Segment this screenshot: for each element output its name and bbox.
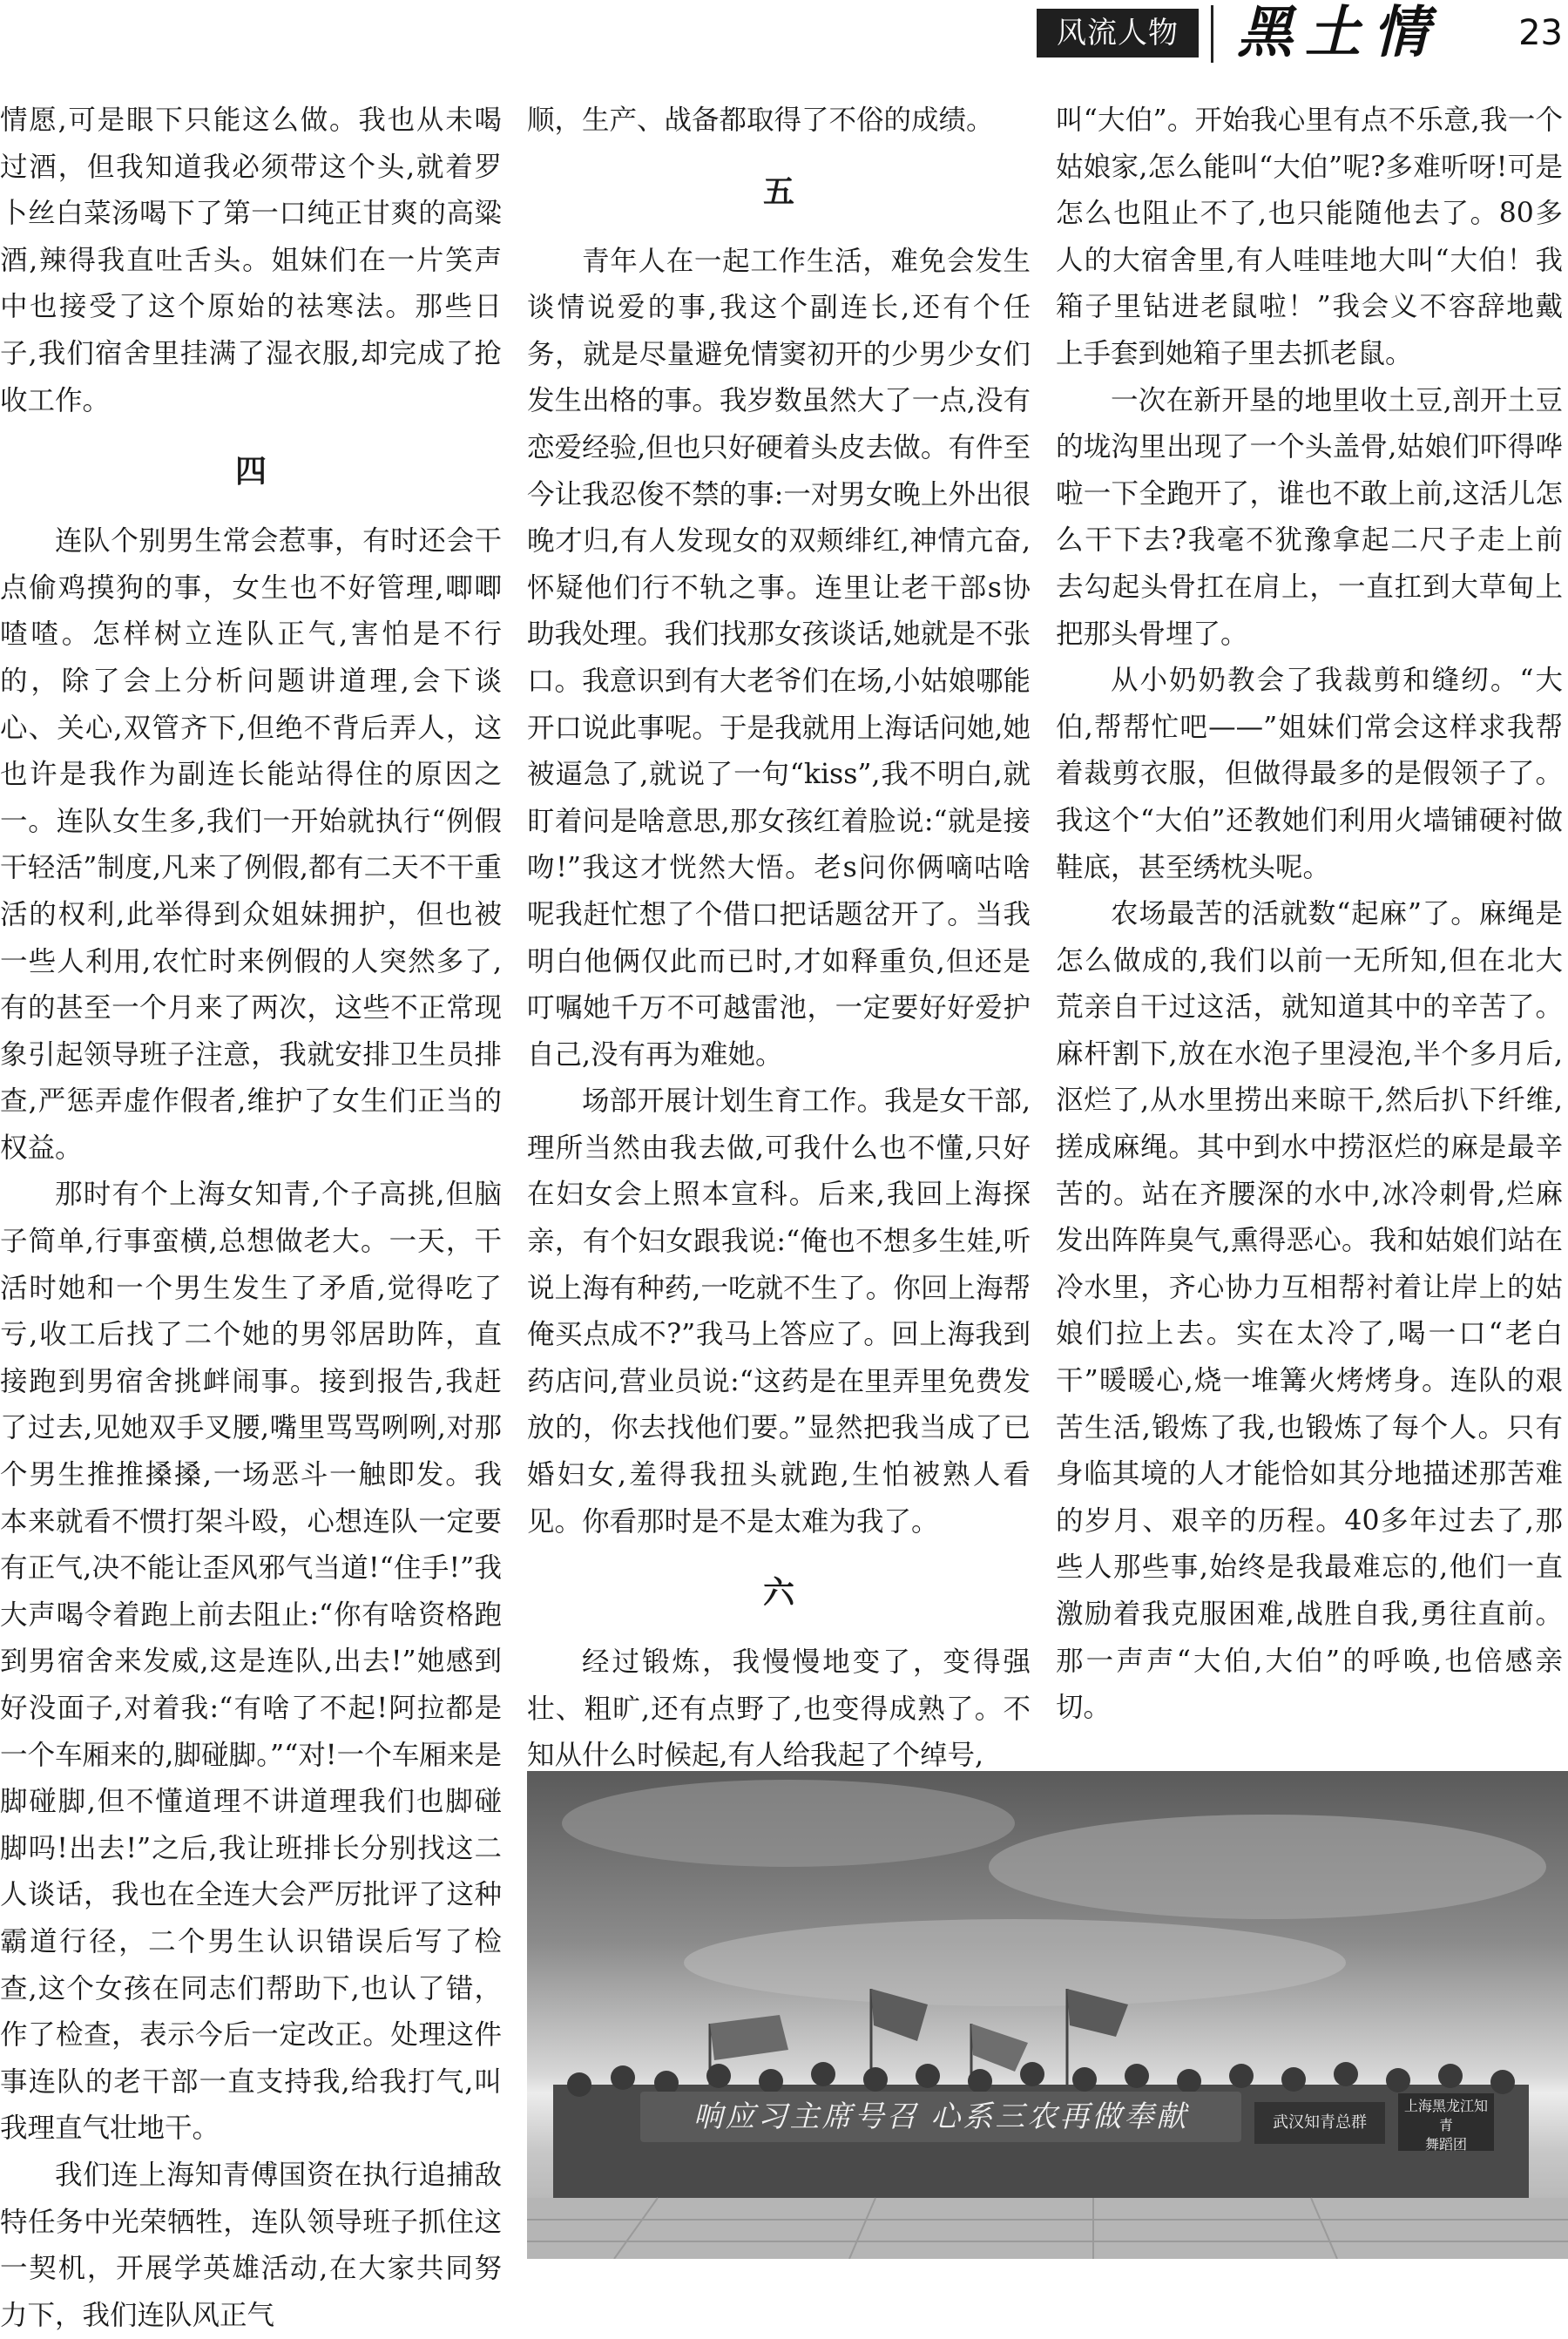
section-heading: 四 bbox=[234, 453, 267, 490]
text-column-3 bbox=[1056, 98, 1563, 1732]
section-tag: 风流人物 bbox=[1037, 9, 1199, 57]
paragraph: 从小奶奶教会了我裁剪和缝纫。“大伯,帮帮忙吧——”姐妹们常会这样求我帮着裁剪衣服，但做得最多的是假领子了。我这个“大伯”还教她们利用火墙铺硬衬做鞋底，甚至绣枕头呢。 bbox=[1056, 665, 1563, 883]
paragraph: 连队个别男生常会惹事，有时还会干点偷鸡摸狗的事，女生也不好管理,唧唧喳喳。怎样树立连队正气,害怕是不行的，除了会上分析问题讲道理,会下谈心、关心,双管齐下,但绝不背后弄人，这也许是我作为副连长能站得住的原因之一。连队女生多,我们一开始就执行“例假干轻活”制度,凡来了例假,都有二天不干重活的权利,此举得到众姐妹拥护，但也被一些人利用,农忙时来例假的人突然多了,有的甚至一个月来了两次，这些不正常现象引起领导班子注意，我就安排卫生员排查,严惩弄虚作假者,维护了女生们正当的权益。 bbox=[0, 525, 502, 1164]
text-column-1 bbox=[0, 98, 502, 2339]
page-number: 23 bbox=[1518, 13, 1563, 53]
paragraph: 情愿,可是眼下只能这么做。我也从未喝过酒，但我知道我必须带这个头,就着罗卜丝白菜汤喝下了第一口纯正甘爽的高粱酒,辣得我直吐舌头。姐妹们在一片笑声中也接受了这个原始的祛寒法。那些日子,我们宿舍里挂满了湿衣服,却完成了抢收工作。 bbox=[0, 105, 502, 416]
troupe-banner-line: 上海黑龙江知青 bbox=[1403, 2098, 1488, 2133]
magazine-name: 黑土情 bbox=[1237, 0, 1441, 65]
paragraph: 那时有个上海女知青,个子高挑,但脑子简单,行事蛮横,总想做老大。一天，干活时她和一个男生发生了矛盾,觉得吃了亏,收工后找了二个她的男邻居助阵，直接跑到男宿舍挑衅闹事。接到报告,我赶了过去,见她双手叉腰,嘴里骂骂咧咧,对那个男生推推搡搡,一场恶斗一触即发。我本来就看不惯打架斗殴，心想连队一定要有正气,决不能让歪风邪气当道!“住手!”我大声喝令着跑上前去阻止:“你有啥资格跑到男宿舍来发威,这是连队,出去!”她感到好没面子,对着我:“有啥了不起!阿拉都是一个车厢来的,脚碰脚。”“对!一个车厢来是脚碰脚,但不懂道理不讲道理我们也脚碰脚吗!出去!”之后,我让班排长分别找这二人谈话，我也在全连大会严厉批评了这种霸道行径，二个男生认识错误后写了检查,这个女孩在同志们帮助下,也认了错，作了检查，表示今后一定改正。处理这件事连队的老干部一直支持我,给我打气,叫我理直气壮地干。 bbox=[0, 1179, 502, 2145]
paragraph: 我们连上海知青傅国资在执行追捕敌特任务中光荣牺牲，连队领导班子抓住这一契机，开展学英雄活动,在大家共同努力下，我们连队风正气 bbox=[0, 2159, 502, 2331]
text-column-2 bbox=[527, 98, 1031, 1780]
crowd-banner: 响应习主席号召 心系三农再做奉献 bbox=[640, 2092, 1241, 2142]
section-heading: 六 bbox=[762, 1574, 794, 1612]
paragraph: 场部开展计划生育工作。我是女干部,理所当然由我去做,可我什么也不懂,只好在妇女会上照本宣科。后来,我回上海探亲，有个妇女跟我说:“俺也不想多生娃,听说上海有种药,一吃就不生了。你回上海帮俺买点成不?”我马上答应了。回上海我到药店问,营业员说:“这药是在里弄里免费发放的，你去找他们要。”显然把我当成了已婚妇女,羞得我扭头就跑,生怕被熟人看见。你看那时是不是太难为我了。 bbox=[527, 1085, 1031, 1538]
paragraph: 叫“大伯”。开始我心里有点不乐意,我一个姑娘家,怎么能叫“大伯”呢?多难听呀!可是怎么也阻止不了,也只能随他去了。80多人的大宿舍里,有人哇哇地大叫“大伯！我箱子里钻进老鼠啦！”我会义不容辞地戴上手套到她箱子里去抓老鼠。 bbox=[1056, 105, 1563, 369]
group-banner: 武汉知青总群 bbox=[1254, 2102, 1385, 2144]
section-heading: 五 bbox=[762, 172, 794, 210]
paragraph: 顺，生产、战备都取得了不俗的成绩。 bbox=[527, 105, 994, 136]
header-divider bbox=[1211, 5, 1213, 63]
paragraph: 一次在新开垦的地里收土豆,剖开土豆的垅沟里出现了一个头盖骨,姑娘们吓得哗啦一下全跑开了，谁也不敢上前,这活儿怎么干下去?我毫不犹豫拿起二尺子走上前去勾起头骨扛在肩上，一直扛到大草甸上把那头骨埋了。 bbox=[1056, 384, 1563, 650]
group-photo bbox=[527, 1771, 1568, 2259]
troupe-banner-line: 舞蹈团 bbox=[1424, 2136, 1467, 2153]
troupe-banner bbox=[1398, 2093, 1494, 2151]
photo-scene bbox=[527, 1771, 1568, 2259]
page-header bbox=[0, 0, 1568, 70]
paragraph: 农场最苦的活就数“起麻”了。麻绳是怎么做成的,我们以前一无所知,但在北大荒亲自干过这活，就知道其中的辛苦了。麻杆割下,放在水泡子里浸泡,半个多月后,沤烂了,从水里捞出来晾干,然后扒下纤维,搓成麻绳。其中到水中捞沤烂的麻是最辛苦的。站在齐腰深的水中,冰冷刺骨,烂麻发出阵阵臭气,熏得恶心。我和姑娘们站在冷水里，齐心协力互相帮衬着让岸上的姑娘们拉上去。实在太冷了,喝一口“老白干”暖暖心,烧一堆篝火烤烤身。连队的艰苦生活,锻炼了我,也锻炼了每个人。只有身临其境的人才能恰如其分地描述那苦难的岁月、艰辛的历程。40多年过去了,那些人那些事,始终是我最难忘的,他们一直激励着我克服困难,战胜自我,勇往直前。那一声声“大伯,大伯”的呼唤,也倍感亲切。 bbox=[1056, 898, 1563, 1724]
paragraph: 青年人在一起工作生活，难免会发生谈情说爱的事,我这个副连长,还有个任务，就是尽量避免情窦初开的少男少女们发生出格的事。我岁数虽然大了一点,没有恋爱经验,但也只好硬着头皮去做。有件至今让我忍俊不禁的事:一对男女晚上外出很晚才归,有人发现女的双颊绯红,神情亢奋,怀疑他们行不轨之事。连里让老干部s协助我处理。我们找那女孩谈话,她就是不张口。我意识到有大老爷们在场,小姑娘哪能开口说此事呢。于是我就用上海话问她,她被逼急了,就说了一句“kiss”,我不明白,就盯着问是啥意思,那女孩红着脸说:“就是接吻!”我这才恍然大悟。老s问你俩嘀咕啥呢我赶忙想了个借口把话题岔开了。当我明白他俩仅此而已时,才如释重负,但还是叮嘱她千万不可越雷池，一定要好好爱护自己,没有再为难她。 bbox=[527, 245, 1031, 1071]
paragraph: 经过锻炼，我慢慢地变了，变得强壮、粗旷,还有点野了,也变得成熟了。不知从什么时候起,有人给我起了个绰号, bbox=[527, 1646, 1031, 1772]
